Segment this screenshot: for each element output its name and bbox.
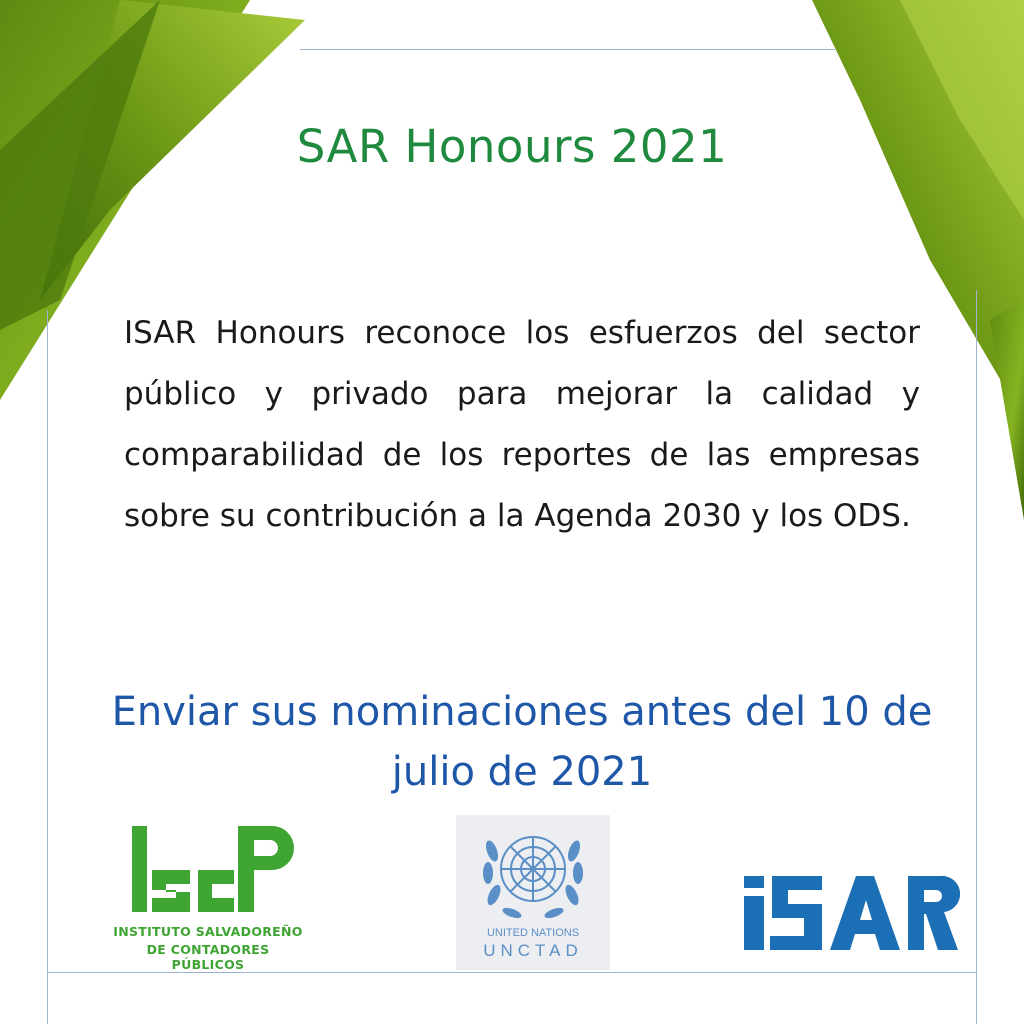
leaf-right-3: [990, 300, 1024, 520]
frame-right-line: [976, 290, 977, 1024]
isar-logo: [742, 872, 960, 952]
unctad-logo: [456, 815, 610, 970]
unctad-caption: UNCTAD: [483, 941, 583, 960]
isc-logo: [108, 820, 308, 972]
frame-bottom-line: [47, 972, 977, 973]
un-emblem-icon: [478, 821, 588, 925]
frame-left-line: [47, 310, 48, 1024]
isc-logo-mark: [108, 820, 308, 920]
page-title: SAR Honours 2021: [296, 120, 728, 173]
un-caption: UNITED NATIONS: [486, 927, 580, 939]
nomination-deadline-text: Enviar sus nominaciones antes del 10 de julio de 2021: [111, 689, 933, 795]
description-text: ISAR Honours reconoce los esfuerzos del sector público y privado para mejorar la calidad y comparabilidad de los reportes de las empresas sobre su contribución a la Agenda 2030 y los ODS.: [124, 315, 920, 534]
isc-caption-line2: DE CONTADORES PÚBLICOS: [146, 942, 270, 972]
frame-top-line: [300, 49, 835, 50]
isc-caption-line1: INSTITUTO SALVADOREÑO: [113, 924, 303, 939]
